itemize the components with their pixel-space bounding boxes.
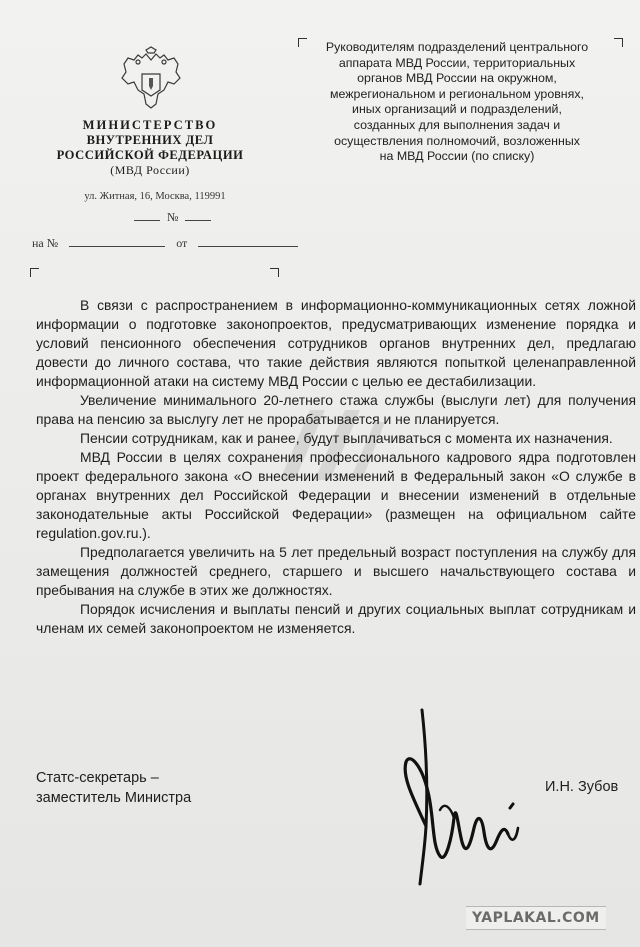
handwritten-signature-icon [392,706,530,892]
ministry-line: ВНУТРЕННИХ ДЕЛ [86,133,214,147]
corner-mark [30,268,39,277]
body-paragraph: МВД России в целях сохранения профессионального кадрового ядра подготовлен проект федерального закона «О внесении изменений в Федеральный закон «О службе в органах внутренних дел Российской Федерации и внесении изменений в отдельные законодательные акты Российской Федерации» (размещен на официальном сайте regulation.gov.ru.). [36,449,636,541]
recipient-line: созданных для выполнения задач и [353,117,561,132]
recipient-line: Руководителям подразделений центрального [325,40,589,54]
recipient-line: иных организаций и подразделений, [352,102,562,117]
double-headed-eagle-emblem-icon [116,46,186,112]
site-watermark: YAPLAKAL.COM [466,906,606,930]
outgoing-number-row [130,210,215,225]
recipient-line: осуществления полномочий, возложенных [334,133,580,148]
date-blank-line [134,220,160,221]
recipient-line: межрегиональном и региональном уровнях, [330,86,584,101]
recipient-block [298,40,616,165]
signatory-title-line: заместитель Министра [36,790,192,806]
reference-row [32,236,298,251]
letter-body [36,296,636,638]
ministry-line: РОССИЙСКОЙ ФЕДЕРАЦИИ [56,148,244,162]
number-label: № [167,210,179,224]
body-paragraph: Пенсии сотрудникам, как и ранее, будут выплачиваться с момента их назначения. [80,430,613,446]
recipient-line: органов МВД России на окружном, [357,71,557,86]
body-paragraph: В связи с распространением в информационно-коммуникационных сетях ложной информации о подготовке законопроектов, предусматривающих изменение порядка и условий пенсионного обеспечения сотрудников органов внутренних дел, предлагаю довести до личного состава, что такие действия являются попыткой целенаправленной информационной атаки на систему МВД России с целью ее дестабилизации. [36,297,636,389]
ministry-line: МИНИСТЕРСТВО [82,118,218,132]
body-paragraph: Порядок исчисления и выплаты пенсий и других социальных выплат сотрудникам и членам их семей законопроектом не изменяется. [36,601,636,636]
reference-date-blank [198,246,298,247]
recipient-line: на МВД России (по списку) [379,149,535,164]
signatory-name: И.Н. Зубов [545,779,619,795]
ministry-abbreviation: (МВД России) [110,163,190,177]
reference-number-blank [69,246,165,247]
reference-prefix: на № [32,236,59,250]
signatory-title [36,768,191,808]
ministry-name-block [52,118,248,178]
ministry-address: ул. Житная, 16, Москва, 119991 [84,191,226,202]
corner-mark [270,268,279,277]
reference-from-label: от [176,236,188,250]
body-paragraph: Предполагается увеличить на 5 лет предельный возраст поступления на службу для замещения должностей среднего, старшего и высшего начальствующего состава и пребывания на службе в этих же должностях. [36,544,636,598]
signatory-title-line: Статс-секретарь – [36,770,159,786]
recipient-line: аппарата МВД России, территориальных [338,55,576,70]
body-paragraph: Увеличение минимального 20-летнего стажа службы (выслуги лет) для получения права на пенсию за выслугу лет не прорабатывается и не планируется. [36,392,636,427]
number-blank-line [185,220,211,221]
